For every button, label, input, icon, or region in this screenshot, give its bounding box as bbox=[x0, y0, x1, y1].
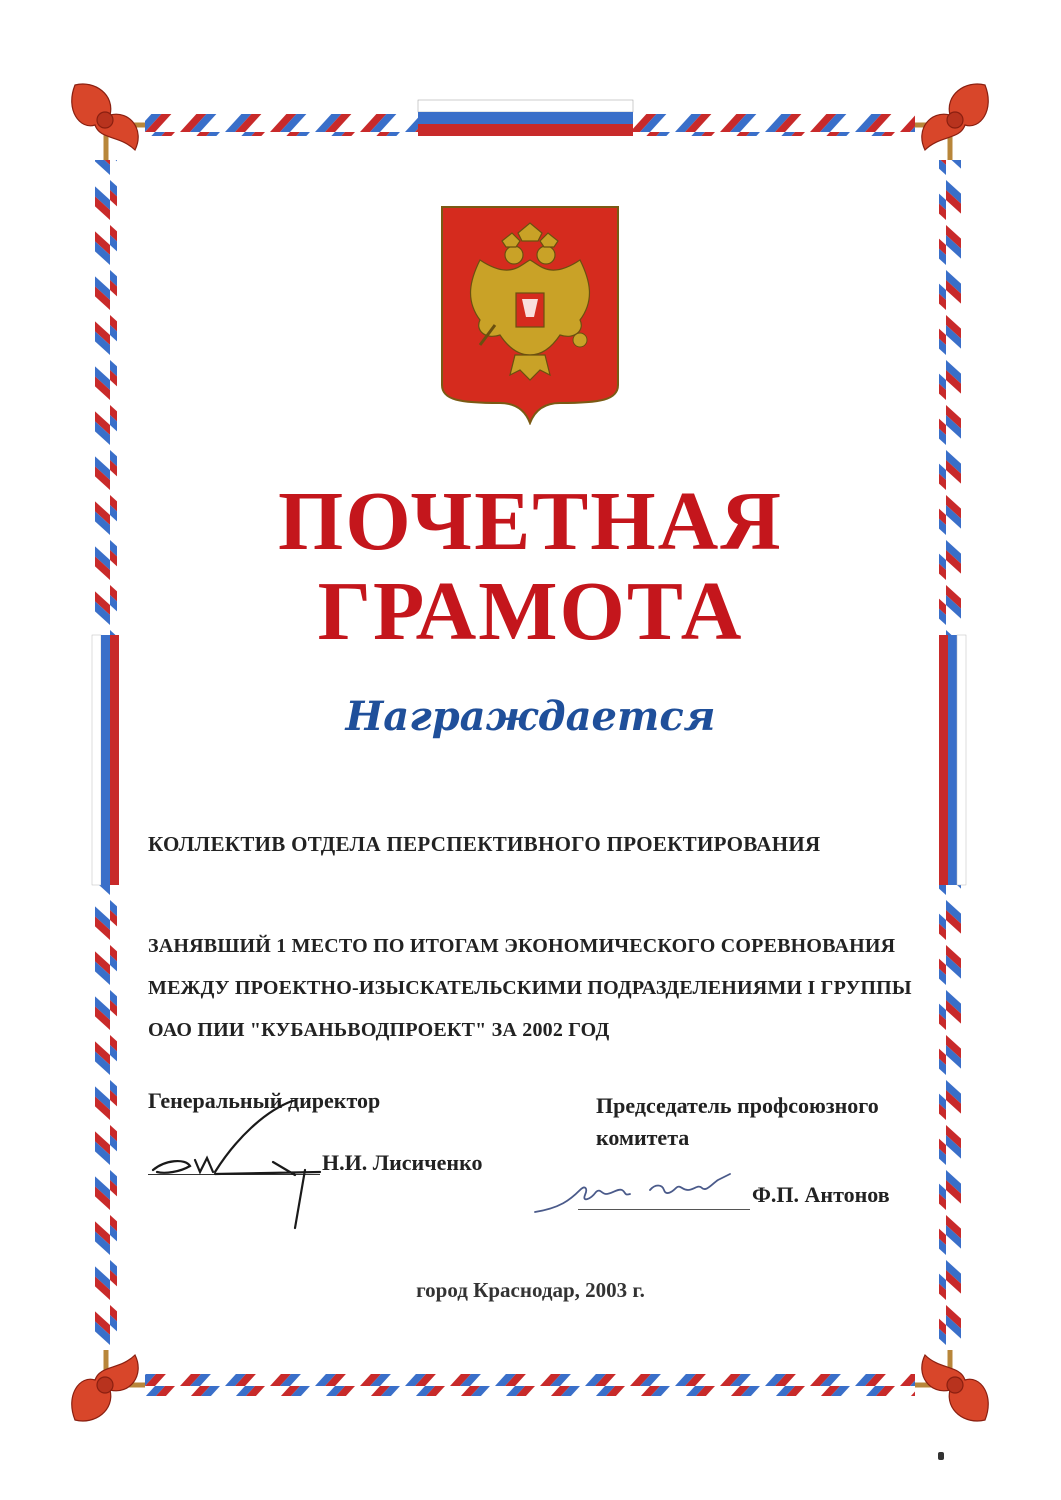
reason-line: ЗАНЯВШИЙ 1 МЕСТО ПО ИТОГАМ ЭКОНОМИЧЕСКОГО СОРЕВНОВАНИЯ bbox=[148, 935, 896, 957]
place-and-date: город Краснодар, 2003 г. bbox=[416, 1278, 645, 1302]
chairman-role-line2: комитета bbox=[596, 1125, 690, 1150]
reason-line: МЕЖДУ ПРОЕКТНО-ИЗЫСКАТЕЛЬСКИМИ ПОДРАЗДЕЛЕНИЯМИ I ГРУППЫ bbox=[148, 977, 912, 999]
page-mark bbox=[938, 1452, 944, 1460]
certificate-title-line1: ПОЧЕТНАЯ bbox=[278, 475, 783, 568]
certificate-title-line2: ГРАМОТА bbox=[317, 565, 744, 658]
awarded-label: Награждается bbox=[345, 693, 716, 740]
chairman-role-line1: Председатель профсоюзного bbox=[596, 1093, 879, 1118]
award-reason bbox=[148, 925, 918, 1051]
director-signature bbox=[145, 1100, 345, 1230]
chairman-signature bbox=[530, 1160, 750, 1220]
reason-line: ОАО ПИИ "КУБАНЬВОДПРОЕКТ" ЗА 2002 ГОД bbox=[148, 1019, 610, 1041]
recipient-text: КОЛЛЕКТИВ ОТДЕЛА ПЕРСПЕКТИВНОГО ПРОЕКТИРОВАНИЯ bbox=[148, 832, 821, 856]
coat-of-arms-icon bbox=[440, 205, 620, 425]
director-role: Генеральный директор bbox=[148, 1088, 381, 1113]
chairman-name: Ф.П. Антонов bbox=[752, 1182, 890, 1207]
director-name: Н.И. Лисиченко bbox=[322, 1150, 483, 1175]
chairman-role bbox=[596, 1090, 879, 1154]
